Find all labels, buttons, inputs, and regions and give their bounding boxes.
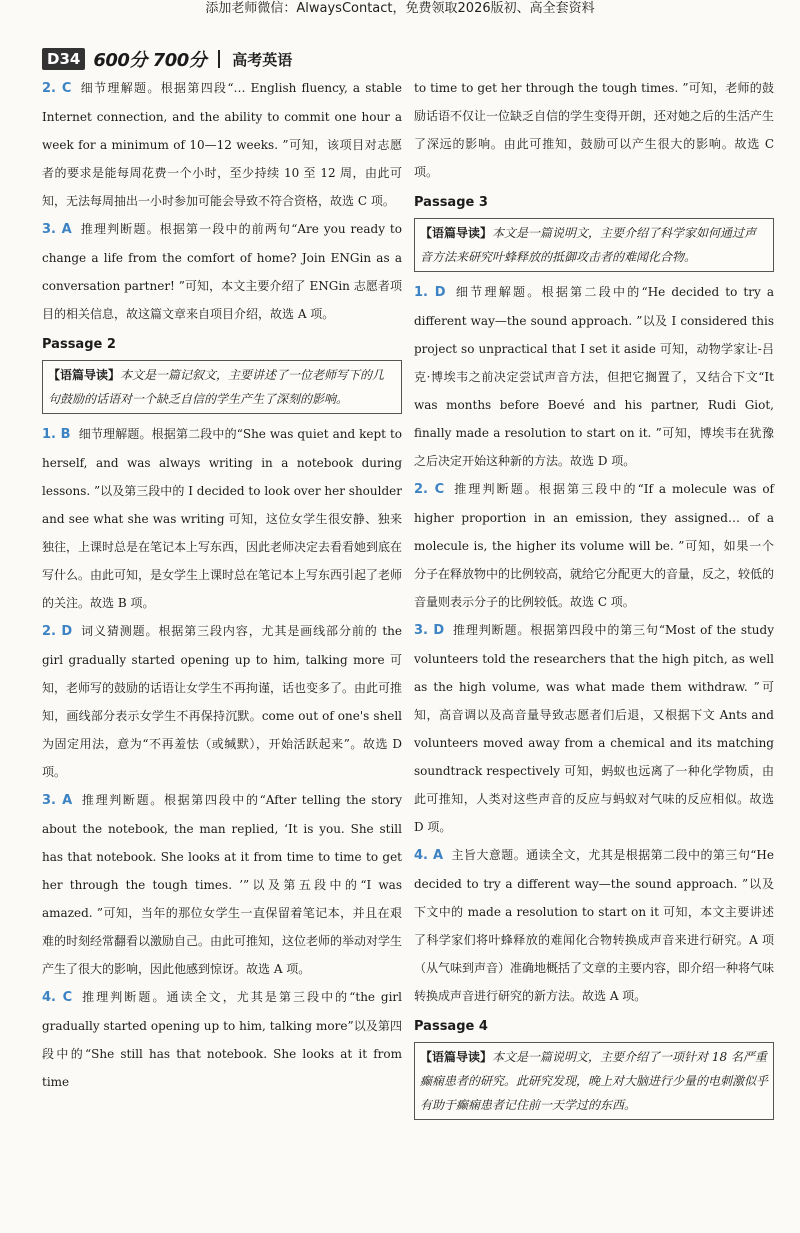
subject-title: 高考英语: [232, 50, 293, 69]
answer-text: 推理判断题。通读全文，尤其是第三段中的“the girl gradually started opening up to him, talking more”以及第四段中的“She still has that notebook. She looks at it from time: [42, 990, 402, 1089]
brand-logo: 600分 700分: [93, 50, 207, 71]
answer-number: 3. D: [414, 623, 445, 638]
header-divider: [218, 50, 220, 68]
guide-label: 【语篇导读】: [420, 226, 493, 240]
answer-text: 细节理解题。根据第二段中的“She was quiet and kept to herself, and was always writing in a notebook during lessons. ”以及第三段中的 I decided to look over her shoulder and see what she was writing 可知，这位女学生很安静、独来独往，上课时总是在笔记本上写东西，因此老师决定去看看她到底在写什么。由此可知，是女学生上课时总在笔记本上写东西引起了老师的关注。故选 B 项。: [42, 427, 403, 610]
answer-item: [42, 74, 402, 215]
answer-item: [42, 983, 402, 1096]
guide-text: 本文是一篇记叙文，主要讲述了一位老师写下的几句鼓励的话语对一个缺乏自信的学生产生了深刻的影响。: [48, 368, 385, 406]
top-note: 添加老师微信：AlwaysContact，免费领取2026版初、高全套资料: [205, 1, 595, 16]
continued-text: to time to get her through the tough times. ”可知，老师的鼓励话语不仅让一位缺乏自信的学生变得开朗，还对她之后的生活产生了深远的影响。由此可推知，鼓励可以产生很大的影响。故选 C 项。: [414, 81, 775, 179]
answer-item: [42, 617, 402, 786]
answer-text: 细节理解题。根据第二段中的“He decided to try a different way—the sound approach. ”以及 I considered this project so unpractical that I set it aside 可知，动物学家让-吕克·博埃韦之前决定尝试声音方法，但把它搁置了，又结合下文“It was months before Boevé and his partner, Rudi Giot, finally made a resolution to start on it. ”可知，博埃韦在犹豫之后决定开始这种新的方法。故选 D 项。: [414, 285, 774, 468]
guide-label: 【语篇导读】: [48, 368, 121, 382]
reading-guide-box: [414, 218, 774, 272]
left-column: [42, 74, 402, 1096]
answer-number: 4. A: [414, 848, 444, 863]
answer-item: [42, 786, 402, 983]
guide-text: 本文是一篇说明文，主要介绍了一项针对 18 名严重癫痫患者的研究。此研究发现，晚上对大脑进行少量的电刺激似乎有助于癫痫患者记住前一天学过的东西。: [420, 1050, 769, 1112]
answer-item: [42, 215, 402, 328]
answer-number: 3. A: [42, 222, 72, 237]
answer-text: 推理判断题。根据第三段中的“If a molecule was of higher proportion in an emission, they assigned… of a molecule is, the higher its volume will be. ”可知，如果一个分子在释放物中的比例较高，就给它分配更大的音量，反之，较低的音量则表示分子的比例较低。故选 C 项。: [414, 482, 775, 609]
answer-text: 主旨大意题。通读全文，尤其是根据第二段中的第三句“He decided to try a different way—the sound approach. ”以及下文中的 made a resolution to start on it 可知，本文主要讲述了科学家们将叶蜂释放的难闻化合物转换成声音来进行研究。A 项（从气味到声音）准确地概括了文章的主要内容，即介绍一种将气味转换成声音进行研究的新方法。故选 A 项。: [414, 848, 775, 1003]
answer-number: 1. D: [414, 285, 446, 300]
answer-text: 推理判断题。根据第一段中的前两句“Are you ready to change a life from the comfort of home? Join ENGin as a conversation partner! ”可知，本文主要介绍了 ENGin 志愿者项目的相关信息，故这篇文章来自项目介绍，故选 A 项。: [42, 222, 402, 321]
answer-text: 词义猜测题。根据第三段内容，尤其是画线部分前的 the girl gradually started opening up to him, talking more 可知，老师写的鼓励的话语让女学生不再拘谨，话也变多了。由此可推知，画线部分表示女学生不再保持沉默。come out of one's shell 为固定用法，意为“不再羞怯（或缄默），开始活跃起来”。故选 D 项。: [42, 624, 403, 779]
answer-number: 1. B: [42, 427, 71, 442]
page-code: D34: [42, 48, 85, 70]
passage-heading: Passage 2: [42, 337, 116, 352]
passage-heading: Passage 3: [414, 195, 488, 210]
answer-number: 2. C: [414, 482, 445, 497]
passage-heading: Passage 4: [414, 1019, 488, 1034]
answer-text: 推理判断题。根据第四段中的“After telling the story about the notebook, the man replied, ‘It is you. She still has that notebook. She looks at it from time to time to get her through the tough times. ’”以及第五段中的“I was amazed. ”可知，当年的那位女学生一直保留着笔记本，并且在艰难的时刻经常翻看以激励自己。由此可推知，这位老师的举动对学生产生了很大的影响，因此他感到惊讶。故选 A 项。: [42, 793, 403, 976]
reading-guide-box: [42, 360, 402, 414]
answer-item: [414, 616, 774, 841]
answer-text: 推理判断题。根据第四段中的第三句“Most of the study volunteers told the researchers that the high pitch, as well as the high volume, was what made them withdraw. ”可知，高音调以及高音量导致志愿者们后退，又根据下文 Ants and volunteers moved away from a chemical and its matching soundtrack respectively 可知，蚂蚁也远离了一种化学物质，由此可推知，人类对这些声音的反应与蚂蚁对气味的反应相似。故选 D 项。: [414, 623, 774, 834]
answer-item: [414, 841, 774, 1010]
answer-number: 4. C: [42, 990, 73, 1005]
answer-item: [414, 475, 774, 616]
answer-number: 2. C: [42, 81, 72, 96]
answer-item: [42, 420, 402, 617]
guide-label: 【语篇导读】: [420, 1050, 493, 1064]
guide-text: 本文是一篇说明文，主要介绍了科学家如何通过声音方法来研究叶蜂释放的抵御攻击者的难闻化合物。: [420, 226, 757, 264]
answer-text: 细节理解题。根据第四段“… English fluency, a stable Internet connection, and the ability to commit one hour a week for a minimum of 10—12 weeks. ”可知，该项目对志愿者的要求是能每周花费一个小时，至少持续 10 至 12 周，由此可知，无法每周抽出一小时参加可能会导致不符合资格，故选 C 项。: [42, 81, 402, 208]
reading-guide-box: [414, 1042, 774, 1120]
answer-number: 2. D: [42, 624, 73, 639]
page-header: [42, 46, 292, 72]
answer-item: [414, 278, 774, 475]
answer-number: 3. A: [42, 793, 73, 808]
right-column: [414, 74, 774, 1126]
